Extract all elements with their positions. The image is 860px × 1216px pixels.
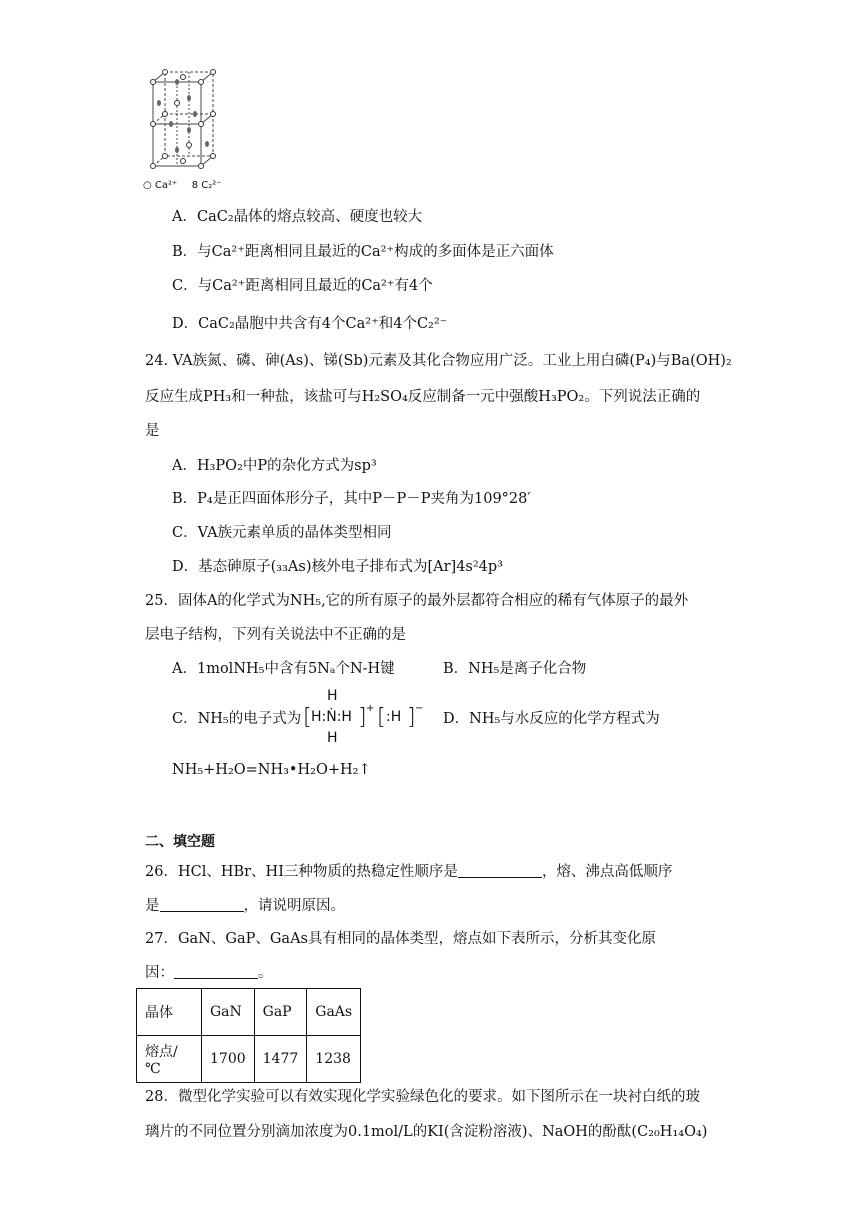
q24-option-b: B．P₄是正四面体形分子，其中P－P－P夹角为109°28′ [172,491,531,507]
table-cell: GaN [202,989,255,1036]
q25-equation: NH₅+H₂O=NH₃•H₂O+H₂↑ [172,762,371,778]
table-cell: 熔点/℃ [137,1036,202,1083]
cac2-unit-cell-diagram [143,68,223,176]
table-header-row [137,989,361,1036]
q23-option-c: C．与Ca²⁺距离相同且最近的Ca²⁺有4个 [172,278,433,294]
q24-option-c: C．VA族元素单质的晶体类型相同 [172,525,392,541]
table-cell: 1700 [202,1036,255,1083]
q25-stem-line-2: 层电子结构，下列有关说法中不正确的是 [145,627,406,643]
answer-blank[interactable] [174,964,258,979]
q24-option-d: D．基态砷原子(₃₃As)核外电子排布式为[Ar]4s²4p³ [172,559,503,575]
q25-option-d: D．NH₅与水反应的化学方程式为 [443,711,660,727]
ca-ion-legend: Ca²⁺ [154,180,178,191]
q23-option-b: B．与Ca²⁺距离相同且最近的Ca²⁺构成的多面体是正六面体 [172,244,554,260]
table-row [137,1036,361,1083]
table-cell: 1238 [307,1036,361,1083]
q24-option-a: A．H₃PO₂中P的杂化方式为sp³ [172,458,377,474]
q27-line-2: 因： 。 [145,965,273,981]
q27-line-1: 27．GaN、GaP、GaAs具有相同的晶体类型，熔点如下表所示，分析其变化原 [145,931,656,947]
q24-stem-line-1: 24. VA族氮、磷、砷(As)、锑(Sb)元素及其化合物应用广泛。工业上用白磷(P₄)与Ba(OH)₂ [145,353,732,369]
crystal-structure-figure [143,68,223,196]
answer-blank[interactable] [458,863,542,878]
q26-line-1: 26．HCl、HBr、HI三种物质的热稳定性顺序是 ，熔、沸点高低顺序 [145,864,673,880]
electron-dot-formula: H [ H:Ṅ:H ] + [ :H ] − H [303,688,424,746]
answer-blank[interactable] [160,897,244,912]
melting-point-table [136,988,361,1083]
q25-option-b: B．NH₅是离子化合物 [443,661,587,677]
q25-option-c: C．NH₅的电子式为 [172,711,302,727]
table-cell: 1477 [254,1036,307,1083]
section-title: 二、填空题 [145,834,215,850]
q23-option-d: D．CaC₂晶胞中共含有4个Ca²⁺和4个C₂²⁻ [172,316,448,332]
table-cell: GaP [254,989,307,1036]
c2-ion-legend-icon: 8 [191,180,199,191]
q25-stem-line-1: 25．固体A的化学式为NH₅,它的所有原子的最外层都符合相应的稀有气体原子的最外 [145,593,689,609]
q25-option-a: A．1molNH₅中含有5Nₐ个N-H键 [172,661,395,677]
q23-option-a: A．CaC₂晶体的熔点较高、硬度也较大 [172,209,423,225]
c2-ion-legend: C₂²⁻ [201,180,222,191]
q24-stem-line-3: 是 [145,423,160,439]
q24-stem-line-2: 反应生成PH₃和一种盐，该盐可与H₂SO₄反应制备一元中强酸H₃PO₂。下列说法正确的 [145,389,701,405]
table-cell: 晶体 [137,989,202,1036]
q28-line-1: 28．微型化学实验可以有效实现化学实验绿色化的要求。如下图所示在一块衬白纸的玻 [145,1089,700,1105]
table-cell: GaAs [307,989,361,1036]
ca-ion-legend-icon: ○ [143,180,152,191]
q26-line-2: 是 ，请说明原因。 [145,898,345,914]
q28-line-2: 璃片的不同位置分别滴加浓度为0.1mol/L的KI(含淀粉溶液)、NaOH的酚酞(C₂₀H₁₄O₄) [145,1124,708,1140]
